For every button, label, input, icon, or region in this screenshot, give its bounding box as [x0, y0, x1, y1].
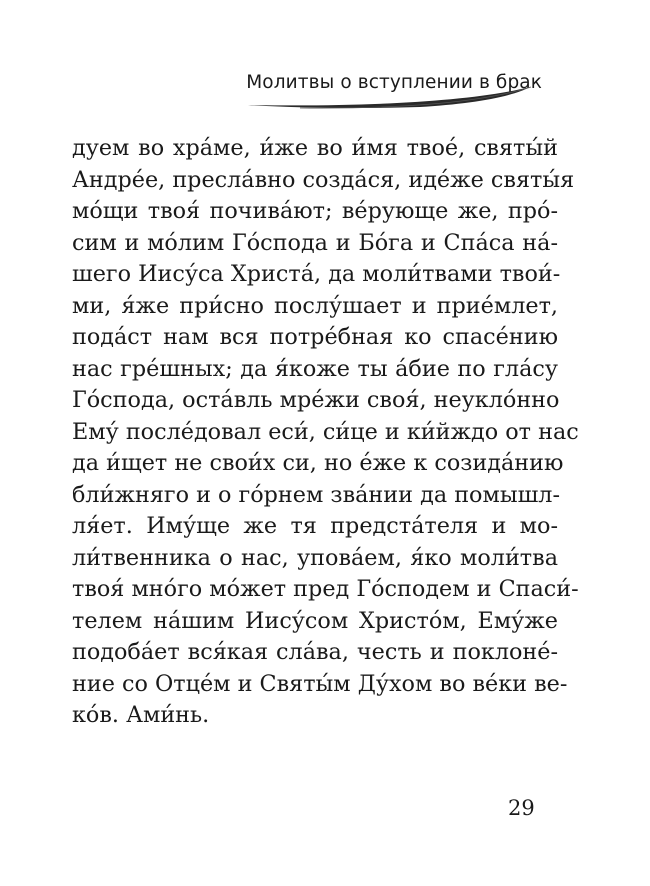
text-line: ние со Отце́м и Святы́м Ду́хом во ве́ки ве- [72, 670, 568, 697]
text-line: ля́ет. Иму́ще же тя предста́теля и мо- [72, 513, 558, 539]
prayer-text [72, 133, 579, 732]
text-line: подоба́ет вся́кая сла́ва, честь и поклоне́- [72, 639, 558, 665]
page-number: 29 [508, 796, 535, 820]
header-swoosh-ornament [0, 76, 650, 116]
text-line: шего Иису́са Христа́, да моли́твами твои́- [72, 261, 561, 287]
text-line: мо́щи твоя́ почива́ют; ве́рующе же, про́- [72, 198, 558, 224]
text-line: ми, я́же при́сно послу́шает и прие́млет, [72, 292, 558, 319]
text-line: телем на́шим Иису́сом Христо́м, Ему́же [72, 607, 558, 634]
text-line: сим и мо́лим Го́спода и Бо́га и Спа́са на́- [72, 229, 558, 256]
text-line: дуем во хра́ме, и́же во и́мя твое́, святы́й [72, 135, 558, 161]
text-line: Андре́е, пресла́вно созда́ся, иде́же святы́я [72, 166, 575, 193]
text-line: пода́ст нам вся потре́бная ко спасе́нию [72, 324, 558, 350]
text-line: твоя́ мно́го мо́жет пред Го́сподем и Спаси́- [72, 576, 579, 602]
text-line: ли́твенника о нас, упова́ем, я́ко моли́тва [72, 544, 558, 571]
text-line: бли́жняго и о го́рнем зва́нии да помышл- [72, 481, 560, 508]
text-line: да и́щет не свои́х си, но е́же к созида́нию [72, 450, 564, 476]
text-line: Ему́ после́довал еси́, си́це и ки́йждо от нас [72, 418, 579, 445]
text-line-last: ко́в. Ами́нь. [72, 702, 210, 728]
text-line: нас гре́шных; да я́коже ты а́бие по гла́су [72, 355, 558, 382]
running-head: Молитвы о вступлении в брак [246, 72, 542, 93]
text-line: Го́спода, оста́вль мре́жи своя́, неукло́нно [72, 387, 560, 413]
